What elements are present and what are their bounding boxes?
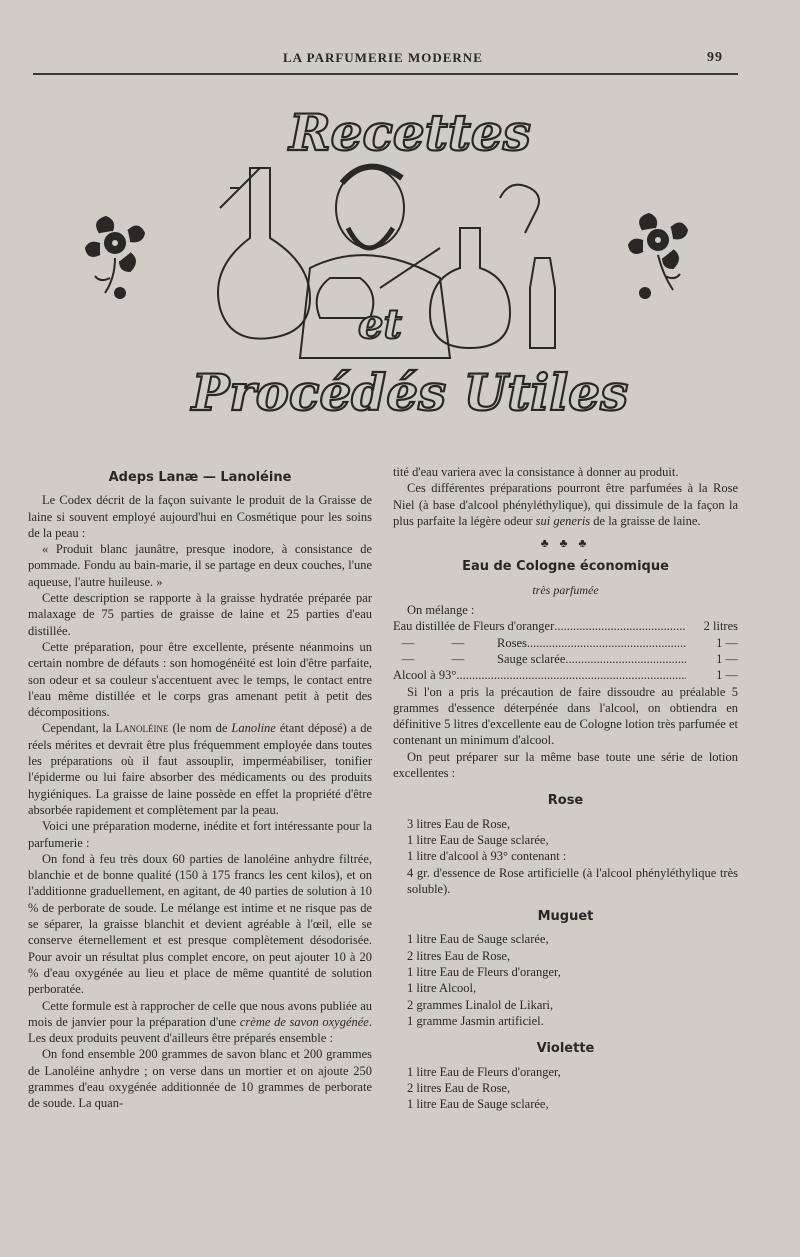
paragraph: Le Codex décrit de la façon suivante le produit de la Graisse de laine si souvent employé aujourd'hui en Cosmétique pour les soins de la peau :: [28, 493, 372, 540]
header-rule: [33, 73, 738, 75]
section-heading-cologne: Eau de Cologne économique: [462, 559, 669, 575]
list-item: 2 grammes Linalol de Likari,: [407, 997, 554, 1012]
recettes-illustration: [80, 88, 720, 448]
list-item: 1 litre d'alcool à 93° contenant :: [407, 849, 567, 864]
recipe-row: Eau distillée de Fleurs d'oranger ..... 2 litres: [393, 618, 738, 634]
paragraph: Cette description se rapporte à la graisse hydratée préparée par malaxage de 75 parties de graisse de laine et 25 parties d'eau distillée.: [28, 591, 372, 638]
list-item: 1 litre Eau de Sauge sclarée,: [407, 1097, 549, 1112]
paragraph: Ces différentes préparations pourront être parfumées à la Rose Niel (à base d'alcool phényléthylique), qui dissimule de la façon la plus parfaite la légère odeur sui generis de la graisse de laine.: [393, 481, 738, 528]
list-item: 2 litres Eau de Rose,: [407, 948, 511, 963]
section-heading-rose: Rose: [547, 793, 584, 809]
recipe-row: — — Sauge sclarée ..... 1 —: [393, 651, 738, 667]
paragraph: On mélange :: [407, 603, 475, 618]
section-heading-violette: Violette: [536, 1041, 595, 1057]
list-item: 1 litre Alcool,: [407, 981, 477, 996]
section-subtitle: très parfumée: [532, 582, 599, 597]
paragraph: Cependant, la Lanoléine (le nom de Lanoline étant déposé) a de réels mérites et devrait être plus fréquemment employée dans toutes les préparations où il faut assouplir, imperméabiliser, tonifier l'épiderme ou lui faire absorber des médicaments ou des produits hygiéniques. La graisse de laine possède en effet la propriété d'être absorbée rapidement et complètement par la peau.: [28, 721, 372, 817]
paragraph: On fond ensemble 200 grammes de savon blanc et 200 grammes de Lanoléine anhydre ; on verse dans un mortier et on ajoute 250 grammes d'eau oxygénée additionnée de 10 grammes de perborate de soude. La quan-: [28, 1047, 372, 1111]
paragraph: On fond à feu très doux 60 parties de lanoléine anhydre filtrée, blanchie et de bonne qualité (150 à 175 francs les cent kilos), et on l'additionne graduellement, en agitant, de 40 parties de solution à 10 % de perborate de soude. Le mélange est intime et ne risque pas de se séparer, la graisse blanchit et devient agréable à l'œil, elle se conserve éternellement et est presque complètement désodorisée. Pour avoir un résultat plus complet encore, on peut ajouter 10 à 20 % d'eau oxygénée au lieu et place de même quantité de solution perboratée.: [28, 851, 372, 997]
illustration-title-mid: et: [358, 301, 402, 348]
paragraph: tité d'eau variera avec la consistance à donner au produit.: [393, 465, 679, 479]
recipe-row: — — Roses ..... 1 —: [393, 635, 738, 651]
page-number: 99: [707, 50, 723, 65]
paragraph: Si l'on a pris la précaution de faire dissoudre au préalable 5 grammes d'essence déterpénée dans l'alcool, on obtiendra en définitive 5 litres d'excellente eau de Cologne lotion très parfumée et contenant un minimum d'alcool.: [393, 684, 738, 748]
list-item: 1 litre Eau de Sauge sclarée,: [407, 832, 549, 847]
paragraph: Voici une préparation moderne, inédite et fort intéressante pour la parfumerie :: [28, 819, 372, 850]
paragraph: « Produit blanc jaunâtre, presque inodore, à consistance de pommade. Fondu au bain-marie, il se partage en deux couches, l'une aqueuse, l'autre huileuse. »: [28, 542, 372, 589]
list-item: 2 litres Eau de Rose,: [407, 1080, 511, 1095]
illustration-title-top: Recettes: [289, 103, 531, 162]
section-heading-muguet: Muguet: [537, 909, 594, 925]
list-item: 1 litre Eau de Fleurs d'oranger,: [407, 1064, 561, 1079]
flower-ornament-left: [86, 217, 144, 298]
flower-ornament-right: [629, 214, 687, 298]
list-item: 1 gramme Jasmin artificiel.: [407, 1013, 544, 1028]
ornament-divider: ♣ ♣ ♣: [540, 536, 591, 551]
list-item: 1 litre Eau de Sauge sclarée,: [407, 932, 549, 947]
recipe-row: Alcool à 93° ..... 1 —: [393, 667, 738, 683]
right-column: [393, 464, 738, 1112]
list-item: 3 litres Eau de Rose,: [407, 816, 511, 831]
paragraph: Cette préparation, pour être excellente, présente néanmoins un certain nombre de défauts : son homogénéité est loin d'être parfaite, son odeur et sa couleur s'accentuent avec le temps, le contact entre l'eau même distillée et le corps gras amenant petit à petit des décompositions.: [28, 639, 372, 720]
section-heading-adeps: Adeps Lanæ — Lanoléine: [108, 470, 292, 485]
list-item: 1 litre Eau de Fleurs d'oranger,: [407, 965, 561, 980]
running-title: LA PARFUMERIE MODERNE: [283, 50, 483, 65]
illustration-title-bottom: Procédés Utiles: [191, 363, 629, 422]
paragraph: Cette formule est à rapprocher de celle que nous avons publiée au mois de janvier pour la préparation d'une crème de savon oxygénée. Les deux produits peuvent d'ailleurs être préparés ensemble :: [28, 998, 372, 1046]
list-item: 4 gr. d'essence de Rose artificielle (à l'alcool phényléthylique très soluble).: [407, 865, 738, 896]
left-column: [28, 462, 372, 1112]
paragraph: On peut préparer sur la même base toute une série de lotion excellentes :: [393, 749, 738, 781]
